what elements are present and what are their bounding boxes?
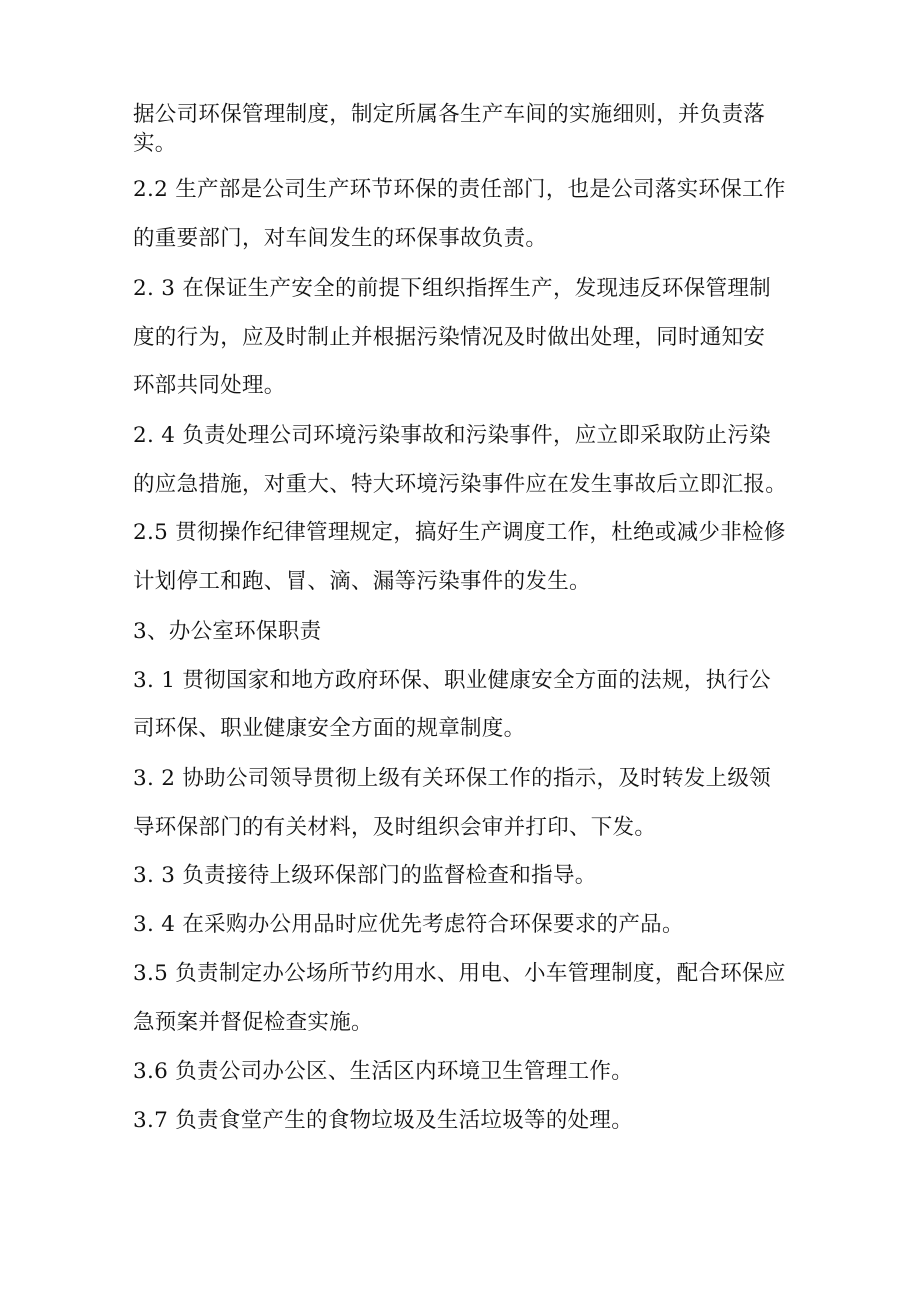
section-heading: 3、办公室环保职责	[133, 619, 322, 644]
text-line: 的应急措施，对重大、特大环境污染事件应在发生事故后立即汇报。	[133, 472, 788, 497]
text-line: 实。	[133, 131, 177, 156]
text-line: 急预案并督促检查实施。	[133, 1010, 373, 1035]
text-line: 3. 2 协助公司领导贯彻上级有关环保工作的指示，及时转发上级领	[133, 766, 771, 791]
text-line: 2. 3 在保证生产安全的前提下组织指挥生产，发现违反环保管理制	[133, 276, 771, 301]
text-line: 3. 1 贯彻国家和地方政府环保、职业健康安全方面的法规，执行公	[133, 668, 771, 693]
text-line: 2. 4 负责处理公司环境污染事故和污染事件，应立即采取防止污染	[133, 423, 771, 448]
text-line: 3. 4 在采购办公用品时应优先考虑符合环保要求的产品。	[133, 912, 684, 937]
text-line: 的重要部门，对车间发生的环保事故负责。	[133, 226, 548, 251]
text-line: 3.6 负责公司办公区、生活区内环境卫生管理工作。	[133, 1059, 634, 1084]
text-line: 导环保部门的有关材料，及时组织会审并打印、下发。	[133, 815, 657, 840]
text-line: 3.7 负责食堂产生的食物垃圾及生活垃圾等的处理。	[133, 1108, 634, 1133]
text-line: 2.2 生产部是公司生产环节环保的责任部门，也是公司落实环保工作	[133, 177, 786, 202]
text-line: 度的行为，应及时制止并根据污染情况及时做出处理，同时通知安	[133, 325, 766, 350]
text-line: 3. 3 负责接待上级环保部门的监督检查和指导。	[133, 863, 597, 888]
text-line: 据公司环保管理制度，制定所属各生产车间的实施细则，并负责落	[133, 102, 766, 127]
text-line: 计划停工和跑、冒、滴、漏等污染事件的发生。	[133, 569, 591, 594]
text-line: 司环保、职业健康安全方面的规章制度。	[133, 716, 526, 741]
text-line: 环部共同处理。	[133, 373, 286, 398]
text-line: 3.5 负责制定办公场所节约用水、用电、小车管理制度，配合环保应	[133, 961, 786, 986]
text-line: 2.5 贯彻操作纪律管理规定，搞好生产调度工作，杜绝或减少非检修	[133, 520, 786, 545]
